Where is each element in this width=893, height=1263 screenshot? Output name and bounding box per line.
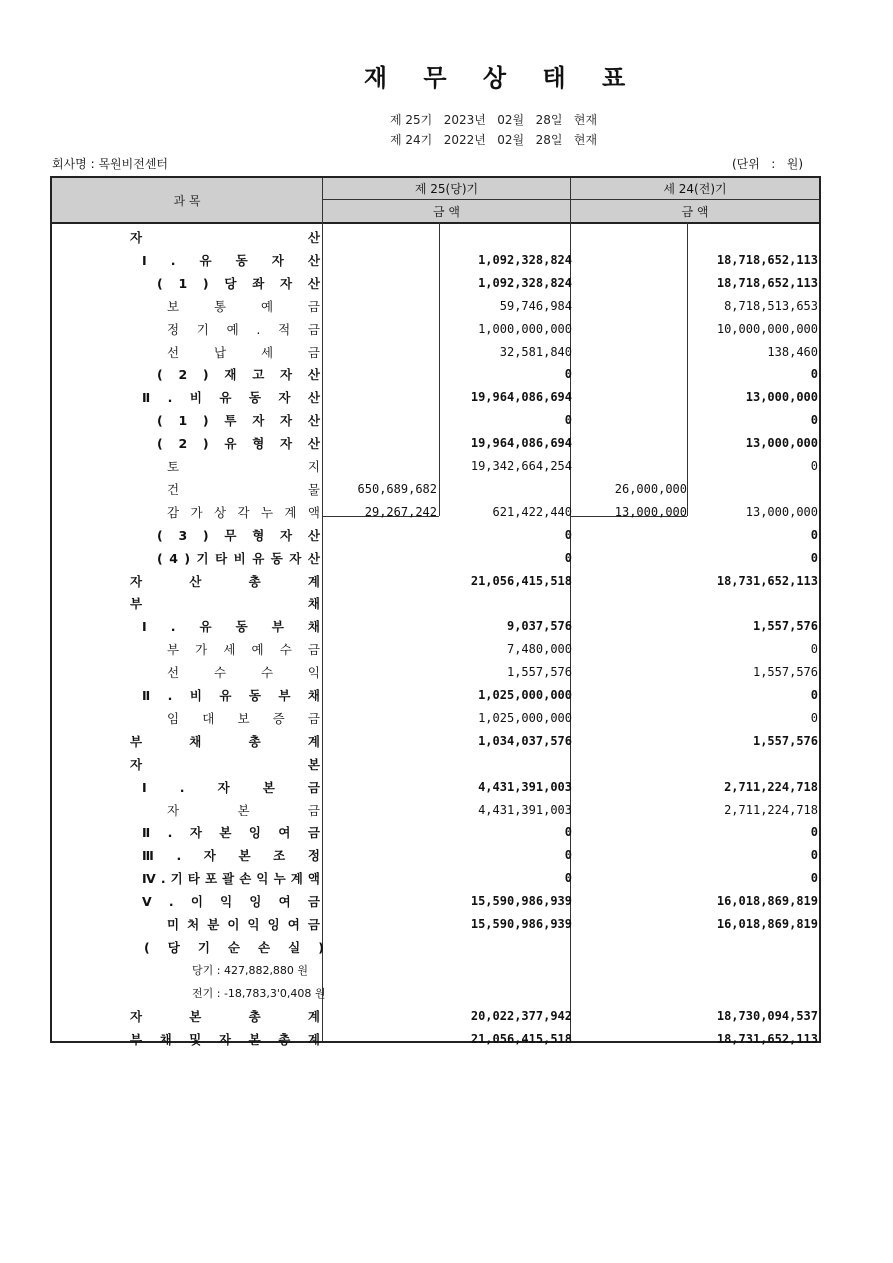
amount-c4: 13,000,000 [745, 504, 818, 519]
table-row [52, 959, 819, 982]
amount-c4: 0 [810, 688, 818, 702]
table-row [52, 661, 819, 684]
table-row [52, 432, 819, 455]
table-row [52, 730, 819, 753]
amount-c4: 10,000,000,000 [716, 321, 818, 336]
table-row [52, 776, 819, 799]
amount-c4 [692, 592, 818, 615]
account-label: Ⅰ . 자 본 금 [142, 779, 320, 795]
amount-c4 [692, 753, 818, 776]
table-row [52, 409, 819, 432]
amount-c1 [325, 363, 437, 386]
account-label: 부 채 [130, 596, 320, 612]
account-label: Ⅰ . 유 동 부 채 [142, 619, 320, 635]
amount-c3 [577, 249, 687, 272]
amount-c3 [577, 867, 687, 890]
account-label: ( 2 ) 재 고 자 산 [157, 367, 320, 383]
amount-c3 [577, 982, 687, 1005]
table-row [52, 1028, 819, 1051]
account-label: 감 가 상 각 누 계 액 [167, 504, 320, 520]
amount-c2: 19,964,086,694 [470, 436, 572, 451]
account-label: ( 4 ) 기 타 비 유 동 자 산 [157, 550, 320, 566]
amount-c4: 0 [810, 550, 818, 565]
period-current: 제 25기 2023년 02월 28일 현재 [390, 113, 598, 127]
amount-c1 [325, 890, 437, 913]
amount-c1 [325, 295, 437, 318]
amount-c3 [577, 318, 687, 341]
account-label: Ⅱ . 비 유 동 자 산 [142, 390, 320, 406]
amount-c2: 0 [564, 367, 572, 382]
amount-c4: 138,460 [767, 344, 818, 359]
amount-c2: 1,025,000,000 [478, 688, 572, 702]
amount-c1 [325, 226, 437, 249]
amount-c3 [577, 386, 687, 409]
amount-c1 [325, 799, 437, 822]
amount-c2: 0 [564, 413, 572, 428]
amount-c1 [325, 684, 437, 707]
table-row [52, 363, 819, 386]
amount-c1 [325, 524, 437, 547]
amount-c3 [577, 753, 687, 776]
table-row [52, 982, 819, 1005]
amount-c2: 9,037,576 [506, 619, 572, 634]
account-label: 자 산 [130, 230, 320, 245]
amount-c3 [577, 638, 687, 661]
header-account: 과 목 [173, 194, 201, 208]
amount-c4 [692, 226, 818, 249]
table-row [52, 318, 819, 341]
amount-c1 [325, 776, 437, 799]
amount-c4: 0 [810, 848, 818, 863]
amount-c2: 1,034,037,576 [478, 733, 572, 748]
amount-c1 [325, 455, 437, 478]
amount-c4: 1,557,576 [752, 665, 818, 680]
table-row [52, 844, 819, 867]
amount-c4: 13,000,000 [745, 436, 818, 451]
account-label: Ⅴ . 이 익 잉 여 금 [142, 894, 320, 910]
amount-c4 [692, 959, 818, 982]
amount-c3 [577, 341, 687, 364]
amount-c2: 32,581,840 [499, 344, 572, 359]
amount-c2: 7,480,000 [506, 642, 572, 657]
amount-c2 [442, 959, 572, 982]
amount-c1 [325, 982, 437, 1005]
account-label: 부 채 및 자 본 총 계 [130, 1031, 320, 1047]
amount-c1 [325, 615, 437, 638]
amount-c2: 20,022,377,942 [470, 1008, 572, 1023]
page-title: 재 무 상 태 표 [363, 64, 640, 92]
table-row [52, 226, 819, 249]
table-row [52, 524, 819, 547]
amount-c1 [325, 730, 437, 753]
amount-c2: 21,056,415,518 [470, 573, 572, 588]
table-row [52, 913, 819, 936]
amount-c1 [325, 409, 437, 432]
amount-c1 [325, 913, 437, 936]
amount-c1 [325, 570, 437, 593]
amount-c3 [577, 363, 687, 386]
amount-c2: 21,056,415,518 [470, 1031, 572, 1046]
amount-c4: 0 [810, 825, 818, 840]
amount-c1 [325, 318, 437, 341]
amount-c3 [577, 226, 687, 249]
amount-c3 [577, 524, 687, 547]
account-label: Ⅰ . 유 동 자 산 [142, 252, 320, 268]
amount-c4: 18,731,652,113 [716, 573, 818, 588]
account-label: 임 대 보 증 금 [167, 710, 320, 726]
amount-c4: 0 [810, 710, 818, 725]
amount-c2: 4,431,391,003 [478, 802, 572, 817]
amount-c4: 2,711,224,718 [724, 802, 818, 817]
table-row [52, 799, 819, 822]
amount-c4: 1,557,576 [752, 619, 818, 634]
amount-c4: 13,000,000 [745, 390, 818, 405]
amount-c3 [577, 707, 687, 730]
amount-c3 [577, 821, 687, 844]
amount-c2 [442, 478, 572, 501]
amount-c3 [577, 890, 687, 913]
table-row [52, 295, 819, 318]
amount-c3 [577, 455, 687, 478]
amount-c4: 0 [810, 527, 818, 542]
amount-c4: 16,018,869,819 [716, 917, 818, 931]
table-row [52, 455, 819, 478]
amount-c2 [442, 592, 572, 615]
amount-c2: 19,964,086,694 [470, 390, 572, 405]
amount-c3 [577, 661, 687, 684]
amount-c2: 0 [564, 848, 572, 863]
amount-c1 [325, 638, 437, 661]
amount-c4: 16,018,869,819 [716, 894, 818, 909]
amount-c2: 15,590,986,939 [470, 894, 572, 909]
account-label: 선 수 수 익 [167, 665, 320, 681]
table-row [52, 684, 819, 707]
table-row [52, 547, 819, 570]
amount-c3 [577, 295, 687, 318]
amount-c4 [692, 478, 818, 501]
table-row [52, 867, 819, 890]
account-label: Ⅳ . 기 타 포 괄 손 익 누 계 액 [142, 871, 320, 887]
amount-c2 [442, 226, 572, 249]
amount-c2 [442, 936, 572, 959]
table-header [52, 178, 819, 224]
table-row [52, 272, 819, 295]
amount-c3 [577, 776, 687, 799]
amount-c2: 1,092,328,824 [478, 252, 572, 267]
table-row [52, 249, 819, 272]
amount-c4: 0 [810, 871, 818, 886]
amount-c4: 8,718,513,653 [724, 298, 818, 313]
table-row [52, 341, 819, 364]
amount-c4: 18,718,652,113 [716, 275, 818, 290]
amount-c1 [325, 1005, 437, 1028]
amount-c1 [325, 341, 437, 364]
account-label: ( 1 ) 당 좌 자 산 [157, 275, 320, 291]
amount-c1 [325, 1028, 437, 1051]
company-name: 회사명 : 목원비전센터 [52, 157, 169, 171]
account-label: 토 지 [167, 459, 320, 474]
amount-c2: 1,025,000,000 [478, 710, 572, 725]
amount-c1 [325, 386, 437, 409]
amount-c1 [325, 592, 437, 615]
table-row [52, 936, 819, 959]
table-row [52, 707, 819, 730]
account-label: ( 1 ) 투 자 자 산 [157, 413, 320, 429]
amount-c1 [325, 249, 437, 272]
table-row [52, 478, 819, 501]
balance-sheet-table [50, 176, 821, 1047]
account-label: Ⅲ . 자 본 조 정 [142, 848, 320, 864]
table-row [52, 570, 819, 593]
amount-c1 [325, 936, 437, 959]
amount-c1 [325, 432, 437, 455]
amount-c1 [325, 753, 437, 776]
amount-c2: 4,431,391,003 [478, 779, 572, 794]
account-label: ( 당 기 순 손 실 ) [144, 939, 324, 955]
amount-c2: 15,590,986,939 [470, 917, 572, 931]
amount-c1 [325, 547, 437, 570]
amount-c3 [577, 1028, 687, 1051]
amount-c3 [577, 409, 687, 432]
account-label: 자 본 [130, 756, 320, 772]
account-label: 보 통 예 금 [167, 298, 320, 314]
header-amount-current: 금 액 [433, 205, 460, 219]
amount-c1 [325, 707, 437, 730]
amount-c1: 29,267,242 [364, 504, 437, 519]
account-label: 전기 : -18,783,3'0,408 원 [192, 986, 326, 1000]
amount-c4: 0 [810, 367, 818, 382]
amount-c4: 1,557,576 [752, 733, 818, 748]
amount-c2: 19,342,664,254 [470, 459, 572, 473]
account-label: 선 납 세 금 [167, 344, 320, 360]
amount-c3 [577, 547, 687, 570]
amount-c1 [325, 959, 437, 982]
amount-c1: 650,689,682 [357, 481, 437, 496]
account-label: 미 처 분 이 익 잉 여 금 [167, 917, 320, 932]
amount-c2: 0 [564, 550, 572, 565]
header-current: 제 25(당)기 [414, 182, 479, 196]
amount-c2: 1,092,328,824 [478, 275, 572, 290]
account-label: 당기 : 427,882,880 원 [192, 963, 309, 977]
amount-c3: 13,000,000 [614, 504, 687, 519]
table-row [52, 890, 819, 913]
account-label: ( 2 ) 유 형 자 산 [157, 436, 320, 452]
amount-c3 [577, 799, 687, 822]
amount-c3 [577, 1005, 687, 1028]
unit-label: (단위 : 원) [732, 157, 804, 171]
amount-c1 [325, 272, 437, 295]
amount-c4: 2,711,224,718 [724, 779, 818, 794]
amount-c2: 59,746,984 [499, 298, 572, 313]
table-row [52, 615, 819, 638]
amount-c2: 1,000,000,000 [478, 321, 572, 336]
amount-c3: 26,000,000 [614, 481, 687, 496]
amount-c2: 1,557,576 [506, 665, 572, 680]
amount-c3 [577, 844, 687, 867]
header-amount-previous: 금 액 [681, 205, 709, 219]
account-label: 자 산 총 계 [130, 573, 320, 589]
table-row [52, 592, 819, 615]
amount-c1 [325, 867, 437, 890]
amount-c4: 18,730,094,537 [716, 1008, 818, 1023]
amount-c4: 0 [810, 413, 818, 428]
table-row [52, 821, 819, 844]
amount-c3 [577, 592, 687, 615]
table-row [52, 753, 819, 776]
amount-c1 [325, 661, 437, 684]
amount-c1 [325, 844, 437, 867]
amount-c4: 18,718,652,113 [716, 252, 818, 267]
amount-c2: 0 [564, 527, 572, 542]
account-label: ( 3 ) 무 형 자 산 [157, 527, 320, 543]
amount-c4: 18,731,652,113 [716, 1031, 818, 1046]
amount-c3 [577, 913, 687, 936]
amount-c2: 621,422,440 [492, 504, 572, 519]
account-label: 건 물 [167, 481, 320, 497]
amount-c3 [577, 570, 687, 593]
account-label: Ⅱ . 비 유 동 부 채 [142, 688, 320, 703]
account-label: 부 채 총 계 [130, 733, 320, 749]
account-label: 정 기 예 . 적 금 [167, 321, 320, 337]
period-previous: 제 24기 2022년 02월 28일 현재 [390, 133, 598, 147]
amount-c4: 0 [810, 459, 818, 473]
table-row [52, 1005, 819, 1028]
table-row [52, 638, 819, 661]
amount-c3 [577, 959, 687, 982]
amount-c3 [577, 936, 687, 959]
amount-c4 [692, 936, 818, 959]
amount-c2 [442, 753, 572, 776]
account-label: 자 본 총 계 [130, 1008, 320, 1024]
amount-c2: 0 [564, 871, 572, 886]
amount-c2 [442, 982, 572, 1005]
account-label: 부 가 세 예 수 금 [167, 642, 320, 658]
amount-c3 [577, 432, 687, 455]
amount-c3 [577, 615, 687, 638]
amount-c3 [577, 272, 687, 295]
account-label: Ⅱ . 자 본 잉 여 금 [142, 825, 320, 841]
amount-c1 [325, 821, 437, 844]
amount-c3 [577, 684, 687, 707]
account-label: 자 본 금 [167, 802, 320, 818]
amount-c2: 0 [564, 825, 572, 840]
amount-c4: 0 [810, 642, 818, 657]
table-row [52, 386, 819, 409]
amount-c4 [692, 982, 818, 1005]
header-previous: 세 24(전)기 [663, 182, 727, 196]
table-row [52, 501, 819, 524]
amount-c3 [577, 730, 687, 753]
